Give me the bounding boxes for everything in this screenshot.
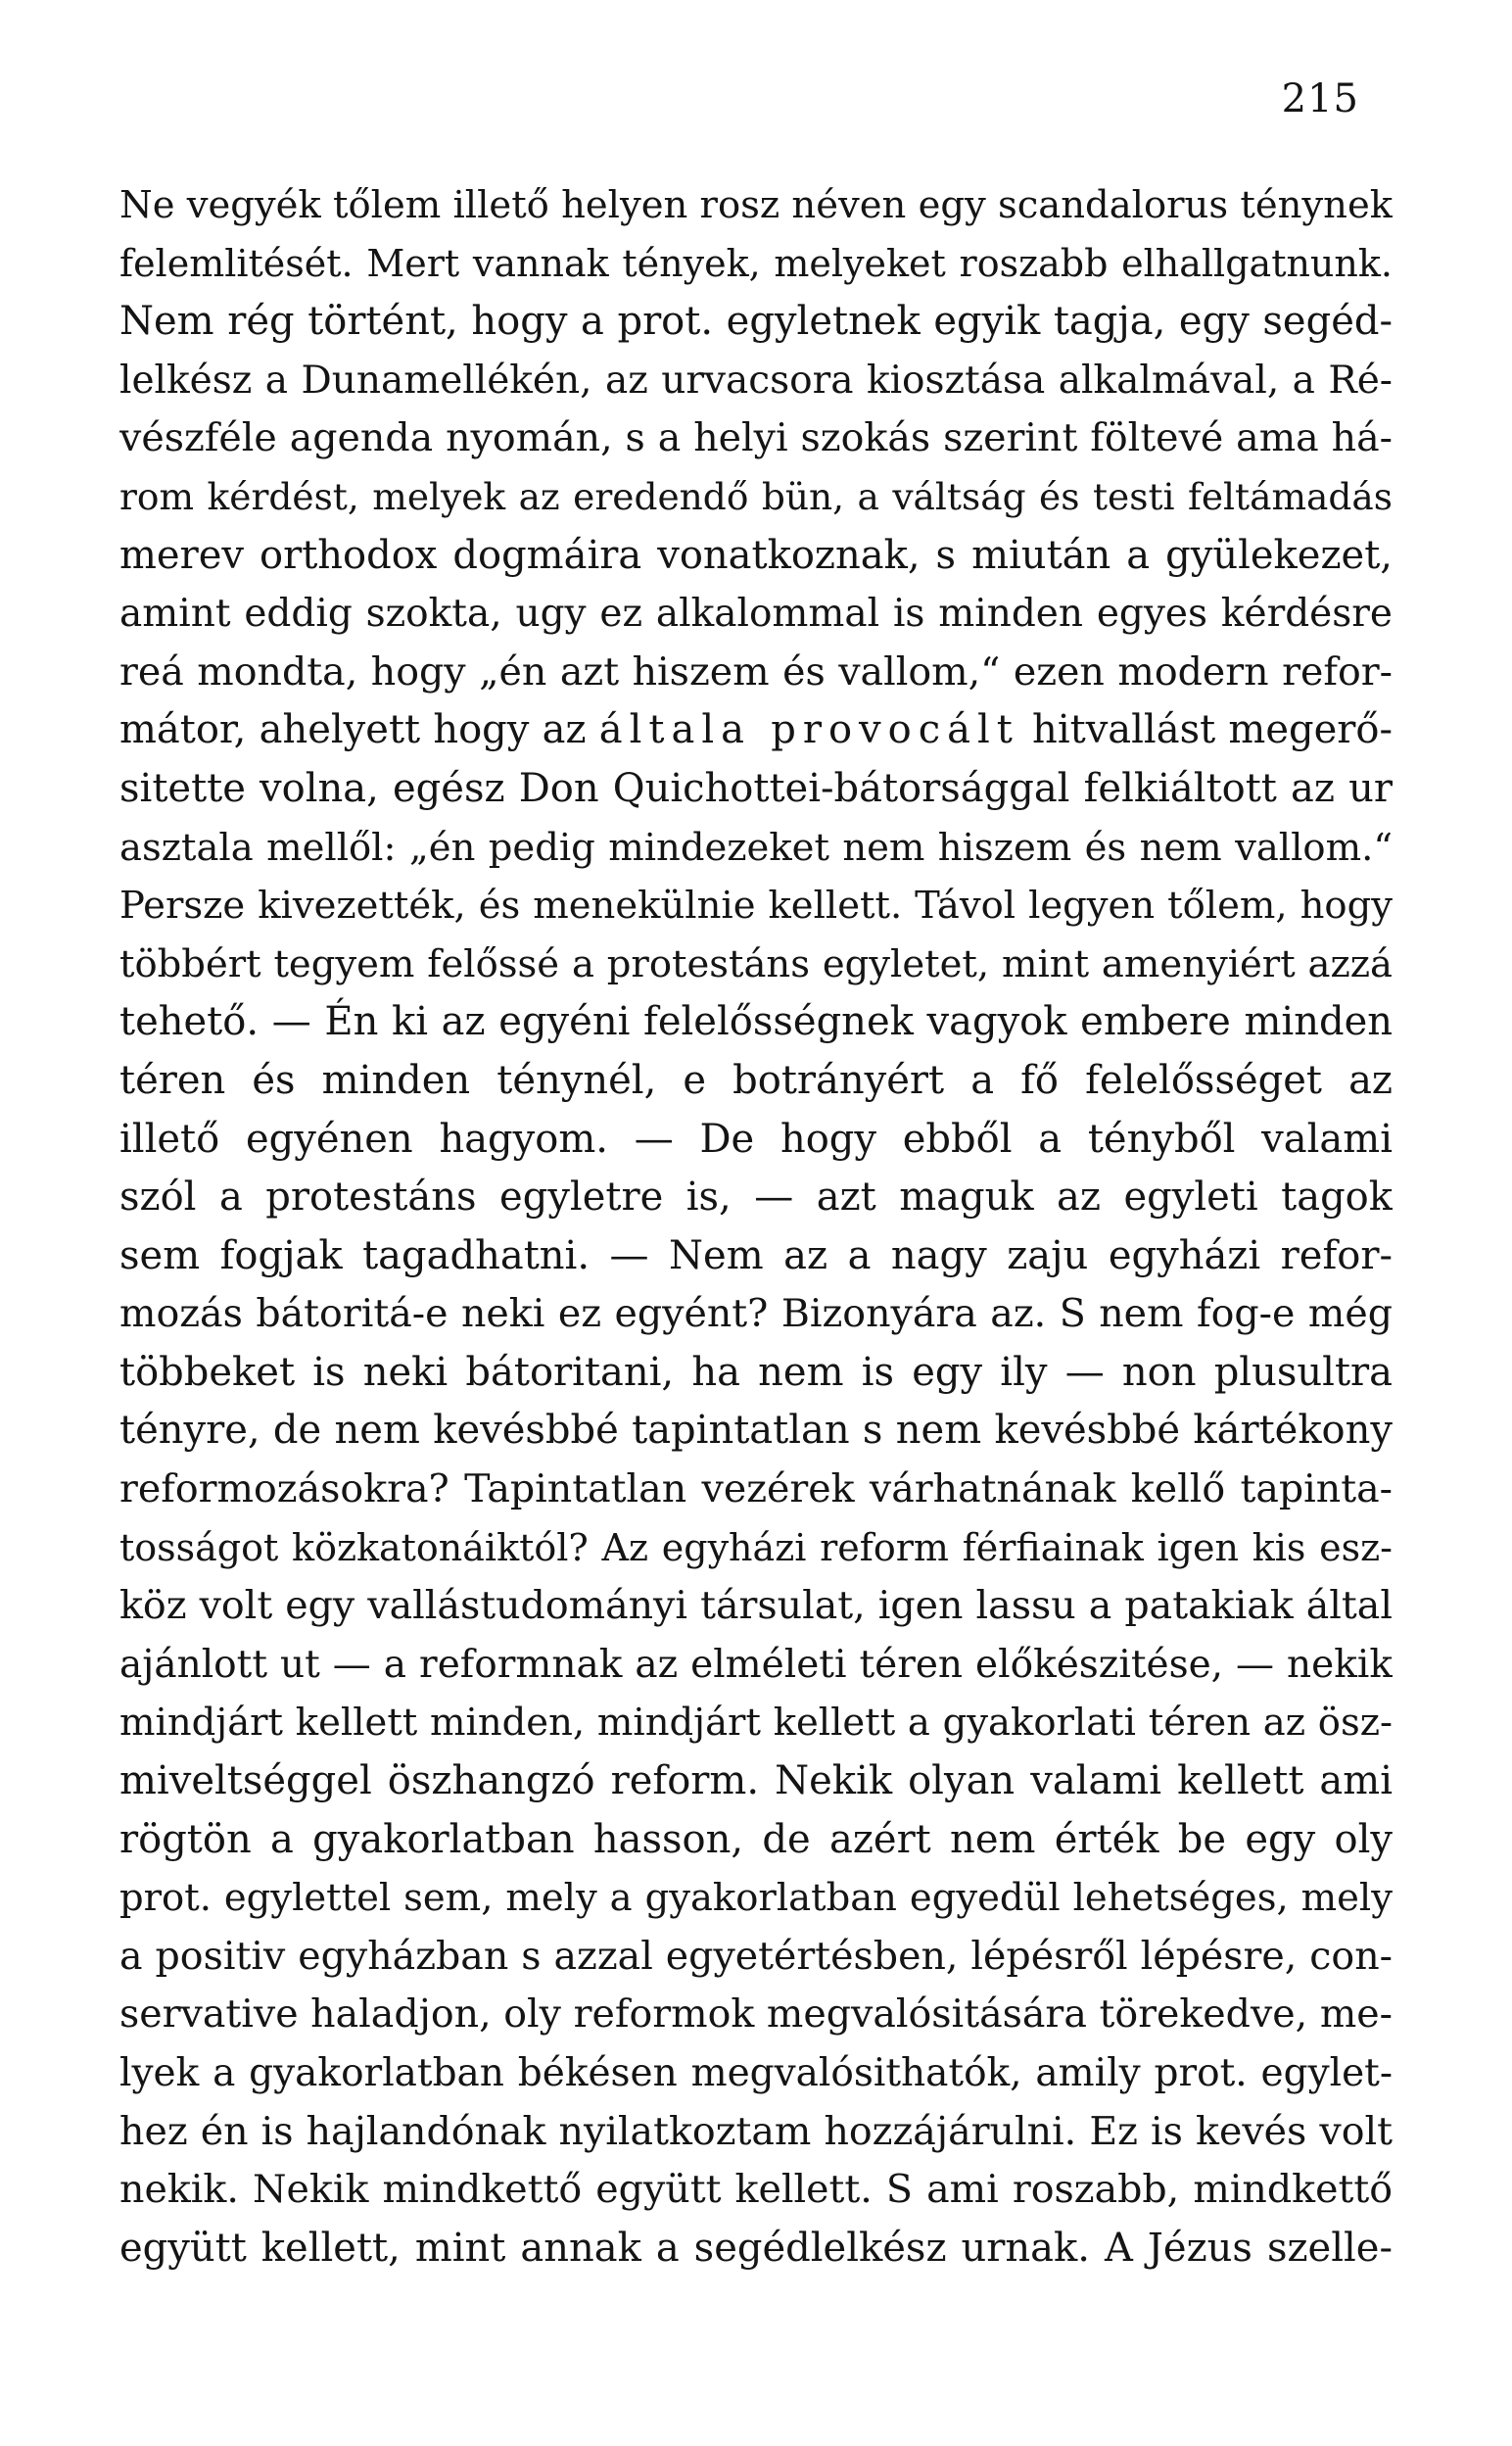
text-segment: hitvallást megerő- bbox=[1018, 707, 1393, 753]
text-line: servative haladjon, oly reformok megvalósitására törekedve, me- bbox=[119, 1991, 1393, 2038]
text-line: vészféle agenda nyomán, s a helyi szokás szerint föltevé ama há- bbox=[119, 415, 1393, 461]
text-line: többeket is neki bátoritani, ha nem is egy ily — non plusultra bbox=[119, 1349, 1393, 1395]
text-line: hez én is hajlandónak nyilatkoztam hozzájárulni. Ez is kevés volt bbox=[119, 2108, 1393, 2154]
text-line: amint eddig szokta, ugy ez alkalommal is minden egyes kérdésre bbox=[119, 592, 1393, 637]
text-line: együtt kellett, mint annak a segédlelkész urnak. A Jézus szelle- bbox=[119, 2225, 1393, 2271]
text-line: reá mondta, hogy „én azt hiszem és vallom,“ ezen modern refor- bbox=[119, 648, 1393, 695]
body-text bbox=[119, 176, 1393, 2278]
text-line: prot. egylettel sem, mely a gyakorlatban egyedül lehetséges, mely bbox=[119, 1876, 1393, 1921]
text-line: illető egyénen hagyom. — De hogy ebből a tényből valami bbox=[119, 1116, 1393, 1162]
text-line: lyek a gyakorlatban békésen megvalósithatók, amily prot. egylet- bbox=[119, 2051, 1393, 2095]
text-line: felemlitését. Mert vannak tények, melyeket roszabb elhallgatnunk. bbox=[119, 241, 1393, 285]
text-line: Ne vegyék tőlem illető helyen rosz néven egy scandalorus ténynek bbox=[119, 183, 1393, 227]
text-line: köz volt egy vallástudományi társulat, igen lassu a patakiak által bbox=[119, 1583, 1393, 1629]
text-line: tehető. — Én ki az egyéni felelősségnek vagyok embere minden bbox=[119, 999, 1393, 1045]
text-line: téren és minden ténynél, e botrányért a fő felelősséget az bbox=[119, 1057, 1393, 1103]
text-line: rom kérdést, melyek az eredendő bün, a váltság és testi feltámadás bbox=[119, 474, 1393, 518]
text-line: tosságot közkatonáiktól? Az egyházi reform férfiainak igen kis esz- bbox=[119, 1525, 1393, 1569]
text-line: a positiv egyházban s azzal egyetértésben, lépésről lépésre, con- bbox=[119, 1933, 1393, 1979]
text-line: mozás bátoritá-e neki ez egyént? Bizonyára az. S nem fog-e még bbox=[119, 1291, 1393, 1337]
emphasized-text: általa provocált bbox=[598, 707, 1019, 753]
text-line: ajánlott ut — a reformnak az elméleti téren előkészitése, — nekik bbox=[119, 1642, 1393, 1687]
text-line: rögtön a gyakorlatban hasson, de azért nem érték be egy oly bbox=[119, 1816, 1393, 1862]
text-line: miveltséggel öszhangzó reform. Nekik olyan valami kellett ami bbox=[119, 1758, 1393, 1804]
text-line: szól a protestáns egyletre is, — azt maguk az egyleti tagok bbox=[119, 1175, 1393, 1221]
text-line: merev orthodox dogmáira vonatkoznak, s miután a gyülekezet, bbox=[119, 532, 1393, 578]
text-line: többért tegyem felőssé a protestáns egyletet, mint amenyiért azzá bbox=[119, 941, 1393, 986]
text-line: Persze kivezették, és menekülnie kellett. Távol legyen tőlem, hogy bbox=[119, 884, 1393, 929]
text-line: reformozásokra? Tapintatlan vezérek várhatnának kellő tapinta- bbox=[119, 1466, 1393, 1512]
text-line: sem fogjak tagadhatni. — Nem az a nagy zaju egyházi refor- bbox=[119, 1232, 1393, 1278]
page-number: 215 bbox=[1281, 76, 1359, 121]
text-line: asztala mellől: „én pedig mindezeket nem hiszem és nem vallom.“ bbox=[119, 825, 1393, 870]
text-line: sitette volna, egész Don Quichottei-bátorsággal felkiáltott az ur bbox=[119, 765, 1393, 811]
text-line: tényre, de nem kevésbbé tapintatlan s nem kevésbbé kártékony bbox=[119, 1408, 1393, 1454]
text-line bbox=[119, 701, 1393, 760]
text-line: Nem rég történt, hogy a prot. egyletnek egyik tagja, egy segéd- bbox=[119, 299, 1393, 345]
text-line: lelkész a Dunamellékén, az urvacsora kiosztása alkalmával, a Ré- bbox=[119, 358, 1393, 403]
text-line: mindjárt kellett minden, mindjárt kellett a gyakorlati téren az ösz- bbox=[119, 1701, 1393, 1746]
text-line: nekik. Nekik mindkettő együtt kellett. S ami roszabb, mindkettő bbox=[119, 2167, 1393, 2213]
text-segment: mátor, ahelyett hogy az bbox=[119, 707, 599, 753]
